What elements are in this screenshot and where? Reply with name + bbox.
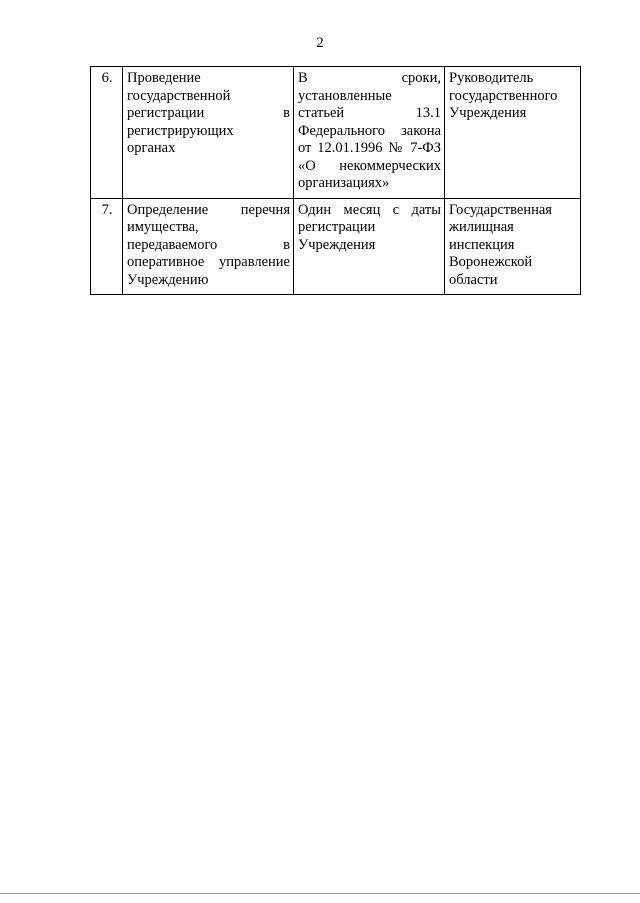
action-cell-line: регистрирующих <box>127 122 234 139</box>
document-table <box>90 66 581 295</box>
action-cell-line: Проведение <box>127 70 201 86</box>
table-row <box>91 67 581 199</box>
term-cell-line: организациях» <box>298 175 390 191</box>
responsible-cell-line: Воронежской <box>449 254 533 270</box>
responsible-cell-line: государственного <box>449 87 558 104</box>
responsible-cell-line: жилищная <box>449 219 514 235</box>
term-cell-line: регистрации <box>298 219 376 235</box>
action-cell-line: государственной <box>127 87 231 104</box>
action-cell-line: передаваемого в <box>127 236 290 253</box>
responsible-cell-line: инспекция <box>449 236 515 253</box>
term-cell-line: Федерального закона <box>298 122 441 139</box>
action-cell <box>123 67 294 199</box>
action-cell-line: Учреждению <box>127 271 209 288</box>
term-cell-line: Один месяц с даты <box>298 201 441 218</box>
responsible-cell-line: Государственная <box>449 201 552 218</box>
term-cell-line: статьей 13.1 <box>298 105 441 121</box>
term-cell <box>294 67 445 199</box>
table-row <box>91 198 581 295</box>
responsible-cell-line: Руководитель <box>449 70 534 86</box>
action-cell-line: оперативное управление <box>127 254 290 270</box>
responsible-cell <box>445 198 581 295</box>
row-number-cell: 7. <box>91 198 123 295</box>
page-number: 2 <box>316 35 324 51</box>
term-cell-line: Учреждения <box>298 236 376 253</box>
term-cell-line: от 12.01.1996 № 7-ФЗ <box>298 140 441 156</box>
responsible-cell-line: области <box>449 271 498 288</box>
table-body <box>91 67 581 295</box>
row-number-cell: 6. <box>91 67 123 199</box>
responsible-cell-line: Учреждения <box>449 105 527 121</box>
term-cell-line: установленные <box>298 87 392 104</box>
action-cell-line: имущества, <box>127 219 199 235</box>
term-cell-line: В сроки, <box>298 70 441 86</box>
action-cell-line: органах <box>127 140 176 156</box>
term-cell-line: «О некоммерческих <box>298 157 441 174</box>
term-cell <box>294 198 445 295</box>
footer-rule <box>0 893 640 894</box>
action-cell <box>123 198 294 295</box>
action-cell-line: регистрации в <box>127 105 290 121</box>
responsible-cell <box>445 67 581 199</box>
action-cell-line: Определение перечня <box>127 201 290 218</box>
